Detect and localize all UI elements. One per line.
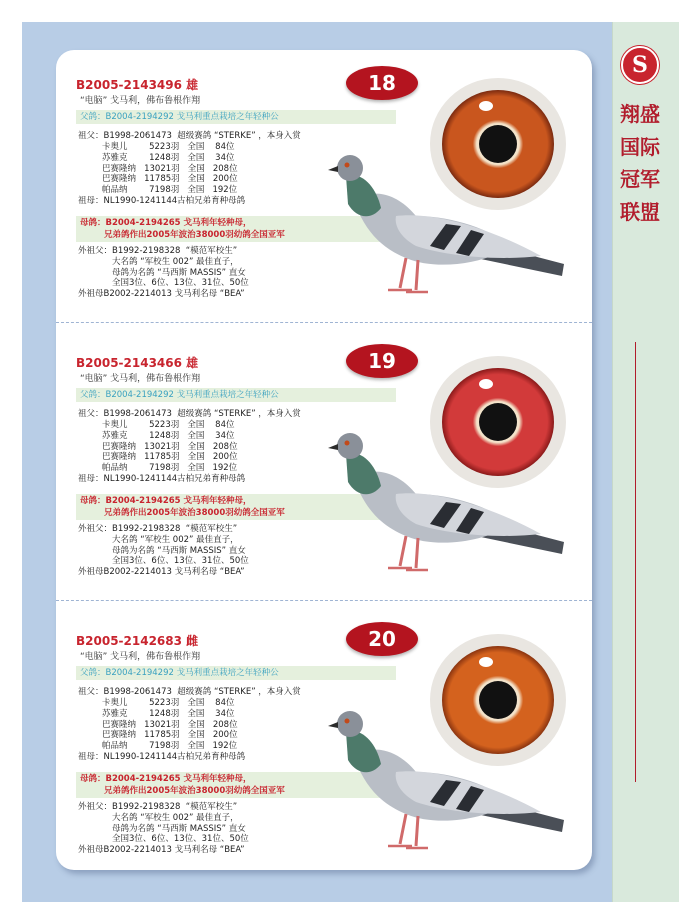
mother-line: 兄弟鸽作出2005年波治38000羽幼鸽全国亚军: [104, 786, 285, 796]
race-result: 卡奥儿 5223羽 全国 84位: [102, 420, 235, 430]
side-rule: [635, 342, 636, 782]
pedigree-subtitle: “电脑” 戈马利，佛布鲁根作翔: [80, 96, 201, 106]
maternal-line: 全国3位、6位、13位、31位、50位: [112, 834, 249, 845]
pigeon-neck: [346, 731, 381, 772]
race-result: 巴赛隆纳 11785羽 全国 200位: [102, 452, 238, 463]
pigeon-head: [337, 711, 363, 737]
race-result: 巴赛隆纳 13021羽 全国 208位: [102, 163, 238, 174]
pigeon-svg: [326, 702, 566, 872]
pigeon-beak: [328, 166, 338, 172]
mother-line: 母鸽：B2004-2194265 戈马利年轻种母，: [80, 496, 252, 506]
maternal-line: 外祖父：B1992-2198328 “模范军校生”: [78, 524, 238, 534]
maternal-line: 外祖母B2002-2214013 戈马利名母 “BEA”: [78, 289, 245, 300]
race-result: 卡奥儿 5223羽 全国 84位: [102, 698, 235, 708]
race-result: 巴赛隆纳 13021羽 全国 208位: [102, 441, 238, 452]
granddam-line: 祖母：NL1990-1241144古柏兄弟育种母鸽: [78, 474, 246, 484]
section-divider: [56, 600, 592, 601]
pigeon-feet: [388, 290, 428, 292]
pigeon-neck: [346, 453, 381, 494]
maternal-line: 母鸽为名鸽 “马西斯 MASSIS” 直女: [112, 823, 246, 834]
ring-id: B2005-2143496 雄: [76, 78, 199, 92]
race-result: 巴赛隆纳 11785羽 全国 200位: [102, 730, 238, 741]
race-result: 苏雅克 1248羽 全国 34位: [102, 152, 235, 163]
race-result: 帕品纳 7198羽 全国 192位: [102, 741, 238, 752]
pigeon-head: [337, 433, 363, 459]
race-result: 卡奥儿 5223羽 全国 84位: [102, 142, 235, 152]
mother-line: 兄弟鸽作出2005年波治38000羽幼鸽全国亚军: [104, 508, 285, 518]
race-result: 巴赛隆纳 11785羽 全国 200位: [102, 174, 238, 185]
maternal-line: 外祖父：B1992-2198328 “模范军校生”: [78, 802, 238, 812]
pedigree-subtitle: “电脑” 戈马利，佛布鲁根作翔: [80, 374, 201, 384]
race-result: 帕品纳 7198羽 全国 192位: [102, 463, 238, 474]
eye-highlight: [479, 379, 493, 389]
maternal-line: 母鸽为名鸽 “马西斯 MASSIS” 直女: [112, 267, 246, 278]
side-title: 翔盛国际冠军联盟: [620, 102, 660, 224]
pigeon-eye-dot: [345, 163, 350, 168]
eye-highlight: [479, 657, 493, 667]
mother-line: 母鸽：B2004-2194265 戈马利年轻种母，: [80, 774, 252, 784]
pigeon-feet: [388, 568, 428, 570]
father-line: 父鸽：B2004-2194292 戈马利重点栽培之年轻种公: [76, 388, 396, 402]
grandsire-line: 祖父：B1998-2061473 超级赛鸽 “STERKE” ，本身入赏: [78, 131, 301, 141]
pigeon-legs: [400, 814, 418, 846]
maternal-line: 全国3位、6位、13位、31位、50位: [112, 556, 249, 567]
grandsire-line: 祖父：B1998-2061473 超级赛鸽 “STERKE” ，本身入赏: [78, 687, 301, 697]
granddam-line: 祖母：NL1990-1241144古柏兄弟育种母鸽: [78, 752, 246, 762]
ring-id: B2005-2142683 雌: [76, 634, 199, 648]
ring-id: B2005-2143466 雄: [76, 356, 199, 370]
pigeon-eye-dot: [345, 441, 350, 446]
father-line: 父鸽：B2004-2194292 戈马利重点栽培之年轻种公: [76, 110, 396, 124]
race-result: 帕品纳 7198羽 全国 192位: [102, 185, 238, 196]
pigeon-legs: [400, 536, 418, 568]
granddam-line: 祖母：NL1990-1241144古柏兄弟育种母鸽: [78, 196, 246, 206]
entry-number-badge: 20: [346, 622, 418, 656]
father-line: 父鸽：B2004-2194292 戈马利重点栽培之年轻种公: [76, 666, 396, 680]
pigeon-head: [337, 155, 363, 181]
maternal-line: 外祖父：B1992-2198328 “模范军校生”: [78, 246, 238, 256]
pigeon-svg: [326, 146, 566, 316]
maternal-line: 外祖母B2002-2214013 戈马利名母 “BEA”: [78, 567, 245, 578]
pigeon-image: [326, 146, 566, 320]
mother-line: 兄弟鸽作出2005年波治38000羽幼鸽全国亚军: [104, 230, 285, 240]
eye-highlight: [479, 101, 493, 111]
mother-line: 母鸽：B2004-2194265 戈马利年轻种母，: [80, 218, 252, 228]
maternal-line: 大名鸽 “军校生 002” 最佳直子，: [112, 812, 239, 823]
race-result: 苏雅克 1248羽 全国 34位: [102, 708, 235, 719]
pigeon-image: [326, 424, 566, 598]
entry-number-badge: 18: [346, 66, 418, 100]
section-divider: [56, 322, 592, 323]
pigeon-beak: [328, 444, 338, 450]
pigeon-beak: [328, 722, 338, 728]
pigeon-feet: [388, 846, 428, 848]
pigeon-neck: [346, 175, 381, 216]
pigeon-eye-dot: [345, 719, 350, 724]
maternal-line: 全国3位、6位、13位、31位、50位: [112, 278, 249, 289]
pigeon-svg: [326, 424, 566, 594]
maternal-line: 母鸽为名鸽 “马西斯 MASSIS” 直女: [112, 545, 246, 556]
race-result: 苏雅克 1248羽 全国 34位: [102, 430, 235, 441]
pigeon-legs: [400, 258, 418, 290]
maternal-line: 外祖母B2002-2214013 戈马利名母 “BEA”: [78, 845, 245, 856]
maternal-line: 大名鸽 “军校生 002” 最佳直子，: [112, 534, 239, 545]
maternal-line: 大名鸽 “军校生 002” 最佳直子，: [112, 256, 239, 267]
entry-number-badge: 19: [346, 344, 418, 378]
race-result: 巴赛隆纳 13021羽 全国 208位: [102, 719, 238, 730]
brand-logo: S: [621, 46, 659, 84]
pigeon-image: [326, 702, 566, 876]
grandsire-line: 祖父：B1998-2061473 超级赛鸽 “STERKE” ，本身入赏: [78, 409, 301, 419]
pedigree-subtitle: “电脑” 戈马利，佛布鲁根作翔: [80, 652, 201, 662]
